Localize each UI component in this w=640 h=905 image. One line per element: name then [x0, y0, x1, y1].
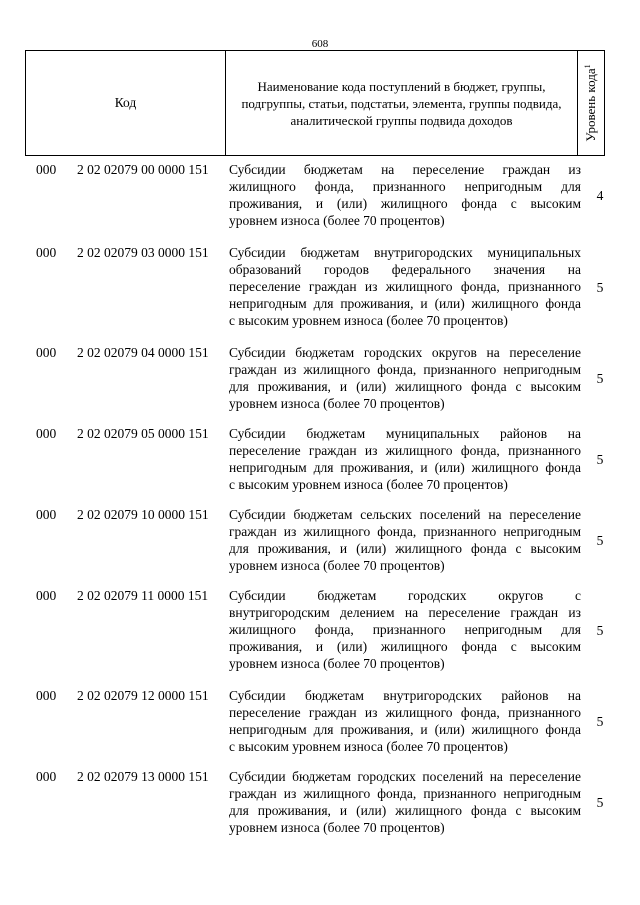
row-description-line: непригодным для проживания, и (или) жилищного фонда: [229, 296, 581, 311]
row-code: 2 02 02079 05 0000 151: [77, 426, 209, 441]
row-description-line: Субсидии бюджетам на переселение граждан из: [229, 162, 581, 177]
row-description-line: внутригородским делением на переселение граждан из: [229, 605, 581, 620]
row-prefix: 000: [36, 769, 57, 784]
row-description-line: с высоким уровнем износа (более 70 процентов): [229, 477, 508, 492]
row-description-line: непригодным для проживания, и (или) жилищного фонда: [229, 722, 581, 737]
row-level: 5: [596, 533, 604, 548]
row-level: 5: [596, 714, 604, 729]
header-code: Код: [26, 51, 226, 155]
row-description-line: Субсидии бюджетам внутригородских районов на: [229, 688, 581, 703]
page-number: 608: [311, 38, 329, 50]
row-level: 5: [596, 280, 604, 295]
row-description: [229, 506, 581, 574]
row-description-line: с высоким уровнем износа (более 70 процентов): [229, 739, 508, 754]
row-description-line: уровнем износа (более 70 процентов): [229, 396, 445, 411]
row-description-line: жилищного фонда, признанного непригодным для: [229, 179, 581, 194]
row-code: 2 02 02079 04 0000 151: [77, 345, 209, 360]
row-prefix: 000: [36, 588, 57, 603]
table-header: [25, 50, 605, 156]
row-level: 5: [596, 452, 604, 467]
row-description-line: переселение граждан из жилищного фонда, признанного: [229, 705, 581, 720]
header-level-label: [583, 64, 599, 141]
row-description-line: для проживания, и (или) жилищного фонда с высоким: [229, 379, 581, 394]
header-level: [578, 51, 604, 155]
row-description-line: уровнем износа (более 70 процентов): [229, 820, 445, 835]
row-prefix: 000: [36, 245, 57, 260]
row-description: [229, 587, 581, 672]
row-description-line: проживания, и (или) жилищного фонда с высоким: [229, 639, 581, 654]
row-code: 2 02 02079 11 0000 151: [77, 588, 209, 603]
row-description: [229, 344, 581, 412]
row-description: [229, 687, 581, 755]
row-prefix: 000: [36, 426, 57, 441]
row-description: [229, 768, 581, 836]
row-description: [229, 161, 581, 229]
row-description-line: проживания, и (или) жилищного фонда с высоким: [229, 196, 581, 211]
row-description-line: Субсидии бюджетам муниципальных районов на: [229, 426, 581, 441]
row-code: 2 02 02079 00 0000 151: [77, 162, 209, 177]
row-level: 5: [596, 795, 604, 810]
header-level-text: Уровень кода: [583, 68, 599, 142]
row-description-line: Субсидии бюджетам городских округов на переселение: [229, 345, 581, 360]
row-description-line: образований городов федерального значения на: [229, 262, 581, 277]
row-description-line: непригодным для проживания, и (или) жилищного фонда: [229, 460, 581, 475]
row-prefix: 000: [36, 162, 57, 177]
row-level: 5: [596, 371, 604, 386]
row-description-line: Субсидии бюджетам сельских поселений на переселение: [229, 507, 581, 522]
row-description-line: с высоким уровнем износа (более 70 процентов): [229, 313, 508, 328]
row-description-line: граждан из жилищного фонда, признанного непригодным: [229, 786, 581, 801]
row-code: 2 02 02079 13 0000 151: [77, 769, 209, 784]
header-level-footnote: 1: [582, 64, 592, 69]
row-description-line: граждан из жилищного фонда, признанного непригодным: [229, 524, 581, 539]
row-description-line: Субсидии бюджетам внутригородских муниципальных: [229, 245, 581, 260]
row-code: 2 02 02079 03 0000 151: [77, 245, 209, 260]
row-code: 2 02 02079 12 0000 151: [77, 688, 209, 703]
row-description-line: переселение граждан из жилищного фонда, признанного: [229, 443, 581, 458]
row-description: [229, 425, 581, 493]
row-description-line: переселение граждан из жилищного фонда, признанного: [229, 279, 581, 294]
row-description-line: для проживания, и (или) жилищного фонда с высоким: [229, 541, 581, 556]
row-description-line: жилищного фонда, признанного непригодным для: [229, 622, 581, 637]
row-prefix: 000: [36, 507, 57, 522]
row-description-line: уровнем износа (более 70 процентов): [229, 656, 445, 671]
row-level: 5: [596, 623, 604, 638]
row-prefix: 000: [36, 345, 57, 360]
row-prefix: 000: [36, 688, 57, 703]
row-description-line: Субсидии бюджетам городских поселений на переселение: [229, 769, 581, 784]
row-description-line: уровнем износа (более 70 процентов): [229, 558, 445, 573]
header-name: Наименование кода поступлений в бюджет, группы, подгруппы, статьи, подстатьи, элемента, группы подвида, аналитической группы подвида доходов: [226, 51, 578, 155]
row-code: 2 02 02079 10 0000 151: [77, 507, 209, 522]
row-description-line: Субсидии бюджетам городских округов с: [229, 588, 581, 603]
row-level: 4: [596, 188, 604, 203]
row-description-line: граждан из жилищного фонда, признанного непригодным: [229, 362, 581, 377]
row-description: [229, 244, 581, 329]
row-description-line: для проживания, и (или) жилищного фонда с высоким: [229, 803, 581, 818]
row-description-line: уровнем износа (более 70 процентов): [229, 213, 445, 228]
